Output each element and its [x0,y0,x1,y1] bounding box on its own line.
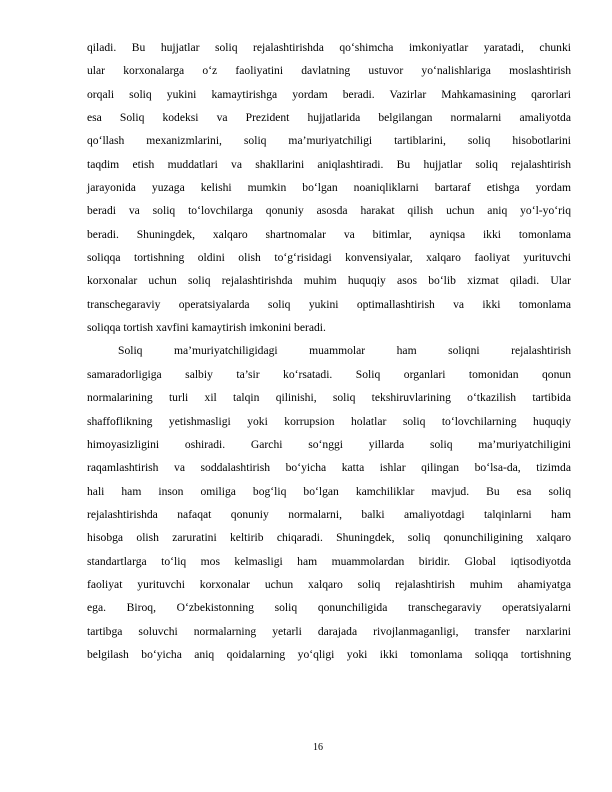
paragraph-1 [87,36,571,339]
text-line: samaradorligiga salbiy ta’sir ko‘rsatadi. Soliq organlari tomonidan qonun [87,367,571,381]
text-line: beradi va soliq to‘lovchilarga qonuniy asosda harakat qilish uchun aniq yo‘l-yo‘riq [87,204,571,218]
text-line: rejalashtirishda nafaqat qonuniy normalarni, balki amaliyotdagi talqinlarni ham [87,507,571,521]
text-line: qo‘llash mexanizmlarini, soliq ma’muriyatchiligi tartiblarini, soliq hisobotlarini [87,134,571,148]
text-line: hisobga olish zaruratini keltirib chiqaradi. Shuningdek, soliq qonunchiligining xalqaro [87,531,571,545]
page-number: 16 [313,742,323,753]
text-line: standartlarga to‘liq mos kelmasligi ham muammolardan biridir. Global iqtisodiyotda [87,554,571,568]
text-line: Soliq ma’muriyatchiligidagi muammolar ham soliqni rejalashtirish [118,344,571,358]
text-line: transchegaraviy operatsiyalarda soliq yukini optimallashtirish va ikki tomonlama [87,297,571,311]
text-line: esa Soliq kodeksi va Prezident hujjatlarida belgilangan normalarni amaliyotda [87,111,571,125]
text-line: korxonalar uchun soliq rejalashtirishda muhim huquqiy asos bo‘lib xizmat qiladi. Ular [87,274,571,288]
text-line: normalarining turli xil talqin qilinishi, soliq tekshiruvlarining o‘tkazilish tartibida [87,391,571,405]
text-line: beradi. Shuningdek, xalqaro shartnomalar va bitimlar, ayniqsa ikki tomonlama [87,227,571,241]
text-line: soliqqa tortish xavfini kamaytirish imkonini beradi. [87,321,326,335]
paragraph-2 [87,339,571,666]
text-line: jarayonida yuzaga kelishi mumkin bo‘lgan noaniqliklarni bartaraf etishga yordam [87,181,571,195]
text-line: belgilash bo‘yicha aniq qoidalarning yo‘qligi yoki ikki tomonlama soliqqa tortishning [87,647,571,661]
text-line: faoliyat yurituvchi korxonalar uchun xalqaro soliq rejalashtirish muhim ahamiyatga [87,577,571,591]
text-line: hali ham inson omiliga bog‘liq bo‘lgan kamchiliklar mavjud. Bu esa soliq [87,484,571,498]
text-line: soliqqa tortishning oldini olish to‘g‘risidagi konvensiyalar, xalqaro faoliyat yurituvchi [87,251,571,265]
text-line: tartibga soluvchi normalarning yetarli darajada rivojlanmaganligi, transfer narxlarini [87,624,571,638]
text-line: raqamlashtirish va soddalashtirish bo‘yicha katta ishlar qilingan bo‘lsa-da, tizimda [87,461,571,475]
text-line: ega. Biroq, O‘zbekistonning soliq qonunchiligida transchegaraviy operatsiyalarni [87,601,571,615]
text-line: taqdim etish muddatlari va shakllarini aniqlashtiradi. Bu hujjatlar soliq rejalashtirish [87,157,571,171]
text-line: ular korxonalarga o‘z faoliyatini davlatning ustuvor yo‘nalishlariga moslashtirish [87,64,571,78]
text-line: orqali soliq yukini kamaytirishga yordam beradi. Vazirlar Mahkamasining qarorlari [87,87,571,101]
text-line: shaffoflikning yetishmasligi yoki korrupsion holatlar soliq to‘lovchilarning huquqiy [87,414,571,428]
text-line: qiladi. Bu hujjatlar soliq rejalashtirishda qo‘shimcha imkoniyatlar yaratadi, chunki [87,41,571,54]
document-page [87,36,571,666]
text-line: himoyasizligini oshiradi. Garchi so‘nggi yillarda soliq ma’muriyatchiligini [87,437,571,451]
